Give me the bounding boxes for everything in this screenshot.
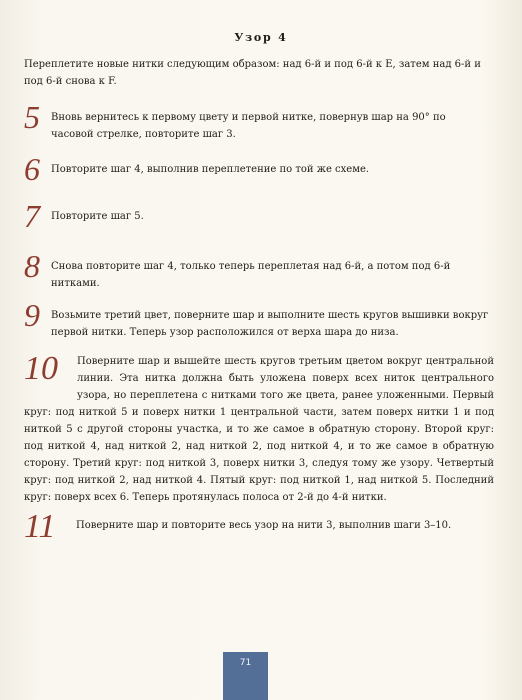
step-text: Поверните шар и повторите весь узор на нити 3, выполнив шаги 3–10. (76, 520, 452, 531)
section-title: Узор 4 (234, 31, 288, 44)
step-text: Снова повторите шаг 4, только теперь переплетая над 6-й, а потом под 6-й нитками. (51, 261, 451, 289)
step-text: Поверните шар и вышейте шесть кругов третьим цветом вокруг центральной линии. Эта нитка должна быть уложена поверх всех ниток центрального узора, но переплетена с нитками того же цвета, ранее уложенными. Первый круг: под ниткой 5 и поверх нитки 1 центральной части, затем поверх нитки 1 и под ниткой 5 с другой стороны участка, и то же самое в обратную сторону. Второй круг: под ниткой 4, над ниткой 2, над ниткой 2, под ниткой 4, и то же самое в обратную сторону. Третий круг: под ниткой 3, поверх нитки 3, следуя тому же узору. Четвертый круг: под ниткой 2, над ниткой 4. Пятый круг: под ниткой 1, над ниткой 5. Последний круг: поверх всех 6. Теперь протянулась полоса от 2-й до 4-й нитки. (24, 356, 494, 503)
intro-paragraph: Переплетите новые нитки следующим образом: над 6-й и под 6-й к E, затем над 6-й и под 6-й снова к F. (24, 59, 481, 87)
step-number: 9 (24, 297, 40, 333)
page-number: 71 (239, 658, 252, 668)
step-number: 6 (24, 151, 40, 187)
step-number: 7 (24, 198, 40, 234)
step-text: Повторите шаг 4, выполнив переплетение по той же схеме. (51, 164, 370, 175)
step-number: 11 (24, 508, 56, 545)
step-number: 5 (24, 99, 40, 135)
step-text: Вновь вернитесь к первому цвету и первой нитке, повернув шар на 90° по часовой стрелке, повторите шаг 3. (51, 112, 446, 140)
step-number: 8 (24, 248, 40, 284)
step-number: 10 (24, 350, 58, 387)
page-number-badge (223, 652, 268, 700)
step-text: Повторите шаг 5. (51, 211, 144, 222)
step-text: Возьмите третий цвет, поверните шар и выполните шесть кругов вышивки вокруг первой нитки. Теперь узор расположился от верха шара до низа. (51, 310, 489, 338)
step-10-paragraph (24, 350, 494, 506)
